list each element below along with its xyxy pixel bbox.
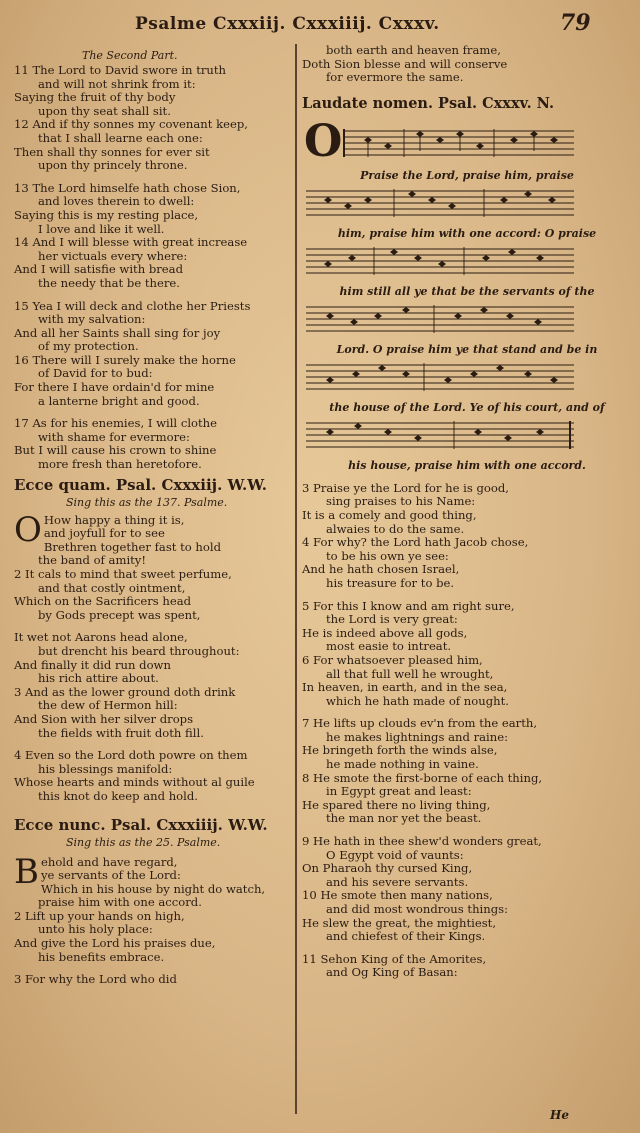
verse-line: On Pharaoh thy cursed King, bbox=[302, 861, 473, 876]
verse-line: 8 He smote the first-borne of each thing, bbox=[302, 770, 543, 785]
verse-line: It wet not Aarons head alone, bbox=[14, 630, 188, 645]
stanza bbox=[302, 835, 632, 944]
stanza bbox=[14, 417, 290, 471]
verse-line: the band of amity! bbox=[38, 553, 147, 568]
verse-line: ye servants of the Lord: bbox=[41, 868, 181, 883]
part-label: The Second Part. bbox=[82, 49, 178, 62]
right-column bbox=[302, 44, 632, 980]
stanza bbox=[14, 300, 290, 409]
verse-line: ehold and have regard, bbox=[41, 854, 178, 869]
verse-line: with my salvation: bbox=[38, 312, 146, 327]
verse-line: his benefits embrace. bbox=[38, 949, 165, 964]
stanza bbox=[14, 568, 290, 622]
verse-line: 4 Even so the Lord doth powre on them bbox=[14, 748, 248, 763]
music-staff-4 bbox=[304, 299, 576, 343]
music-staff-5 bbox=[304, 357, 576, 401]
verse-line: and his severe servants. bbox=[326, 874, 469, 889]
music-staff-2 bbox=[304, 183, 576, 227]
verse-line: 11 The Lord to David swore in truth bbox=[14, 63, 227, 77]
verse-line: his treasure for to be. bbox=[326, 575, 455, 590]
left-column bbox=[14, 48, 290, 987]
catchword: He bbox=[550, 1108, 569, 1122]
verse-line: 10 He smote then many nations, bbox=[302, 888, 493, 903]
lyric-line: Praise the Lord, praise him, praise bbox=[360, 168, 574, 182]
staff-lines bbox=[304, 299, 576, 343]
stanza bbox=[302, 717, 632, 826]
lyric-line: Lord. O praise him ye that stand and be in bbox=[336, 342, 598, 356]
verse-line: of David for to bud: bbox=[38, 366, 153, 381]
verse-line: Whose hearts and minds without al guile bbox=[14, 775, 255, 790]
verse-line: which he hath made of nought. bbox=[326, 693, 509, 708]
verse-line: the fields with fruit doth fill. bbox=[38, 725, 204, 740]
verse-line: by Gods precept was spent, bbox=[38, 607, 201, 622]
verse-line: with shame for evermore: bbox=[38, 429, 190, 444]
verse-line: Which on the Sacrificers head bbox=[14, 594, 192, 609]
verse-line: for evermore the same. bbox=[326, 70, 464, 85]
psalm-135-heading: Laudate nomen. Psal. Cxxxv. N. bbox=[302, 94, 555, 112]
page-number: 79 bbox=[560, 10, 591, 36]
verse-line: this knot do keep and hold. bbox=[38, 788, 198, 803]
verse-line: 15 Yea I will deck and clothe her Priests bbox=[14, 298, 251, 313]
verse-line: upon thy seat shall sit. bbox=[38, 103, 171, 118]
verse-line: 7 He lifts up clouds ev'n from the earth, bbox=[302, 716, 538, 731]
verse-line: He bringeth forth the winds alse, bbox=[302, 743, 498, 758]
verse-line: I love and like it well. bbox=[38, 221, 165, 236]
verse-line: both earth and heaven frame, bbox=[326, 43, 501, 57]
verse-line: And finally it did run down bbox=[14, 657, 171, 672]
verse-line: his rich attire about. bbox=[38, 671, 159, 686]
verse-line: unto his holy place: bbox=[38, 922, 153, 937]
verse-line: alwaies to do the same. bbox=[326, 521, 465, 536]
verse-line: praise him with one accord. bbox=[38, 895, 202, 910]
verse-line: and that costly ointment, bbox=[38, 580, 186, 595]
verse-line: 11 Sehon King of the Amorites, bbox=[302, 951, 487, 966]
verse-line: 9 He hath in thee shew'd wonders great, bbox=[302, 834, 542, 849]
verse-line: a lanterne bright and good. bbox=[38, 393, 200, 408]
verse-line: It is a comely and good thing, bbox=[302, 507, 477, 522]
verse-line: 13 The Lord himselfe hath chose Sion, bbox=[14, 180, 241, 195]
verse-line: and joyfull for to see bbox=[43, 526, 165, 541]
music-staff-6 bbox=[304, 415, 576, 459]
stanza bbox=[302, 953, 632, 980]
verse-line: For there I have ordain'd for mine bbox=[14, 380, 215, 395]
verse-line: And give the Lord his praises due, bbox=[14, 936, 216, 951]
verse-line: Which in his house by night do watch, bbox=[41, 881, 266, 896]
verse-line: that I shall learne each one: bbox=[38, 130, 203, 145]
music-staff-3 bbox=[304, 241, 576, 285]
verse-line: and will not shrink from it: bbox=[38, 76, 196, 91]
verse-line: more fresh than heretofore. bbox=[38, 457, 202, 472]
staff-lines bbox=[304, 183, 576, 227]
verse-line: and loves therein to dwell: bbox=[38, 194, 195, 209]
verse-line: 5 For this I know and am right sure, bbox=[302, 598, 515, 613]
lyric-line: the house of the Lord. Ye of his court, and of bbox=[329, 400, 605, 414]
stanza bbox=[14, 883, 290, 965]
verse-line: 12 And if thy sonnes my covenant keep, bbox=[14, 117, 248, 132]
staff-lines bbox=[304, 241, 576, 285]
stanza bbox=[14, 631, 290, 740]
verse-line: Then shall thy sonnes for ever sit bbox=[14, 144, 210, 159]
verse-line: to be his own ye see: bbox=[326, 548, 449, 563]
verse-line: 2 It cals to mind that sweet perfume, bbox=[14, 567, 232, 581]
verse-line: the Lord is very great: bbox=[326, 612, 458, 627]
psalm-134-tune-note: Sing this as the 25. Psalme. bbox=[66, 835, 221, 849]
verse-line: Saying this is my resting place, bbox=[14, 207, 199, 222]
verse-line: And all her Saints shall sing for joy bbox=[14, 325, 221, 340]
verse-line: He slew the great, the mightiest, bbox=[302, 915, 497, 930]
verse-line: most easie to intreat. bbox=[326, 639, 452, 654]
verse-line: his blessings manifold: bbox=[38, 761, 173, 776]
lyric-line: him still all ye that be the servants of the bbox=[339, 284, 595, 298]
verse-line: he made nothing in vaine. bbox=[326, 757, 479, 772]
verse-line: and Og King of Basan: bbox=[326, 965, 458, 980]
verse-line: Doth Sion blesse and will conserve bbox=[302, 56, 508, 71]
verse-line: In heaven, in earth, and in the sea, bbox=[302, 680, 508, 695]
verse-line: And Sion with her silver drops bbox=[14, 711, 194, 726]
verse-line: How happy a thing it is, bbox=[43, 512, 185, 527]
verse-line: He is indeed above all gods, bbox=[302, 625, 468, 640]
verse-line: upon thy princely throne. bbox=[38, 158, 188, 173]
psalm-133-tune-note: Sing this as the 137. Psalme. bbox=[66, 495, 228, 509]
verse-line: Brethren together fast to hold bbox=[43, 539, 222, 554]
staff-lines bbox=[304, 415, 576, 459]
stanza bbox=[14, 64, 290, 173]
verse-line: of my protection. bbox=[38, 339, 139, 354]
psalm-134-heading: Ecce nunc. Psal. Cxxxiiij. W.W. bbox=[14, 815, 268, 834]
music-notation bbox=[302, 115, 632, 473]
stanza bbox=[302, 44, 632, 85]
verse-line: 6 For whatsoever pleased him, bbox=[302, 652, 483, 667]
verse-line: 17 As for his enemies, I will clothe bbox=[14, 416, 217, 431]
verse-line: 3 For why the Lord who did bbox=[14, 972, 177, 987]
music-initial: O bbox=[304, 115, 343, 167]
verse-line: the man nor yet the beast. bbox=[326, 811, 482, 826]
verse-line: in Egypt great and least: bbox=[326, 784, 472, 799]
staff-lines bbox=[304, 357, 576, 401]
column-divider bbox=[295, 44, 297, 1114]
verse-line: all that full well he wrought, bbox=[326, 666, 494, 681]
verse-line: the needy that be there. bbox=[38, 275, 180, 290]
lyric-line: him, praise him with one accord: O praise bbox=[337, 226, 597, 240]
staff-lines bbox=[304, 115, 576, 169]
verse-line: her victuals every where: bbox=[38, 248, 188, 263]
verse-line: But I will cause his crown to shine bbox=[14, 443, 217, 458]
header-title: Psalme Cxxxiij. Cxxxiiij. Cxxxv. bbox=[135, 14, 440, 34]
verse-line: 3 And as the lower ground doth drink bbox=[14, 684, 236, 699]
stanza bbox=[14, 182, 290, 291]
verse-line: He spared there no living thing, bbox=[302, 797, 491, 812]
psalm-133-first-stanza bbox=[14, 509, 290, 568]
verse-line: 3 Praise ye the Lord for he is good, bbox=[302, 480, 509, 495]
verse-line: the dew of Hermon hill: bbox=[38, 698, 178, 713]
verse-line: and did most wondrous things: bbox=[326, 902, 508, 916]
drop-capital: B bbox=[14, 851, 39, 892]
verse-line: And I will satisfie with bread bbox=[14, 262, 184, 277]
verse-line: 4 For why? the Lord hath Jacob chose, bbox=[302, 535, 529, 550]
verse-line: he makes lightnings and raine: bbox=[326, 729, 508, 744]
verse-line: And he hath chosen Israel, bbox=[302, 562, 460, 577]
verse-line: sing praises to his Name: bbox=[326, 494, 476, 509]
verse-line: 16 There will I surely make the horne bbox=[14, 352, 236, 367]
verse-line: but drencht his beard throughout: bbox=[38, 643, 240, 658]
running-header bbox=[0, 8, 640, 42]
stanza bbox=[302, 600, 632, 709]
stanza bbox=[302, 482, 632, 591]
music-staff-1 bbox=[304, 115, 576, 169]
verse-line: O Egypt void of vaunts: bbox=[326, 847, 464, 862]
verse-line: and chiefest of their Kings. bbox=[326, 929, 486, 944]
verse-line: Saying the fruit of thy body bbox=[14, 90, 176, 105]
verse-line: 2 Lift up your hands on high, bbox=[14, 908, 185, 923]
verse-line: 14 And I will blesse with great increase bbox=[14, 235, 248, 250]
drop-capital: O bbox=[14, 509, 42, 550]
psalm-133-heading: Ecce quam. Psal. Cxxxiij. W.W. bbox=[14, 475, 267, 494]
stanza bbox=[14, 749, 290, 803]
lyric-line: his house, praise him with one accord. bbox=[348, 458, 586, 472]
